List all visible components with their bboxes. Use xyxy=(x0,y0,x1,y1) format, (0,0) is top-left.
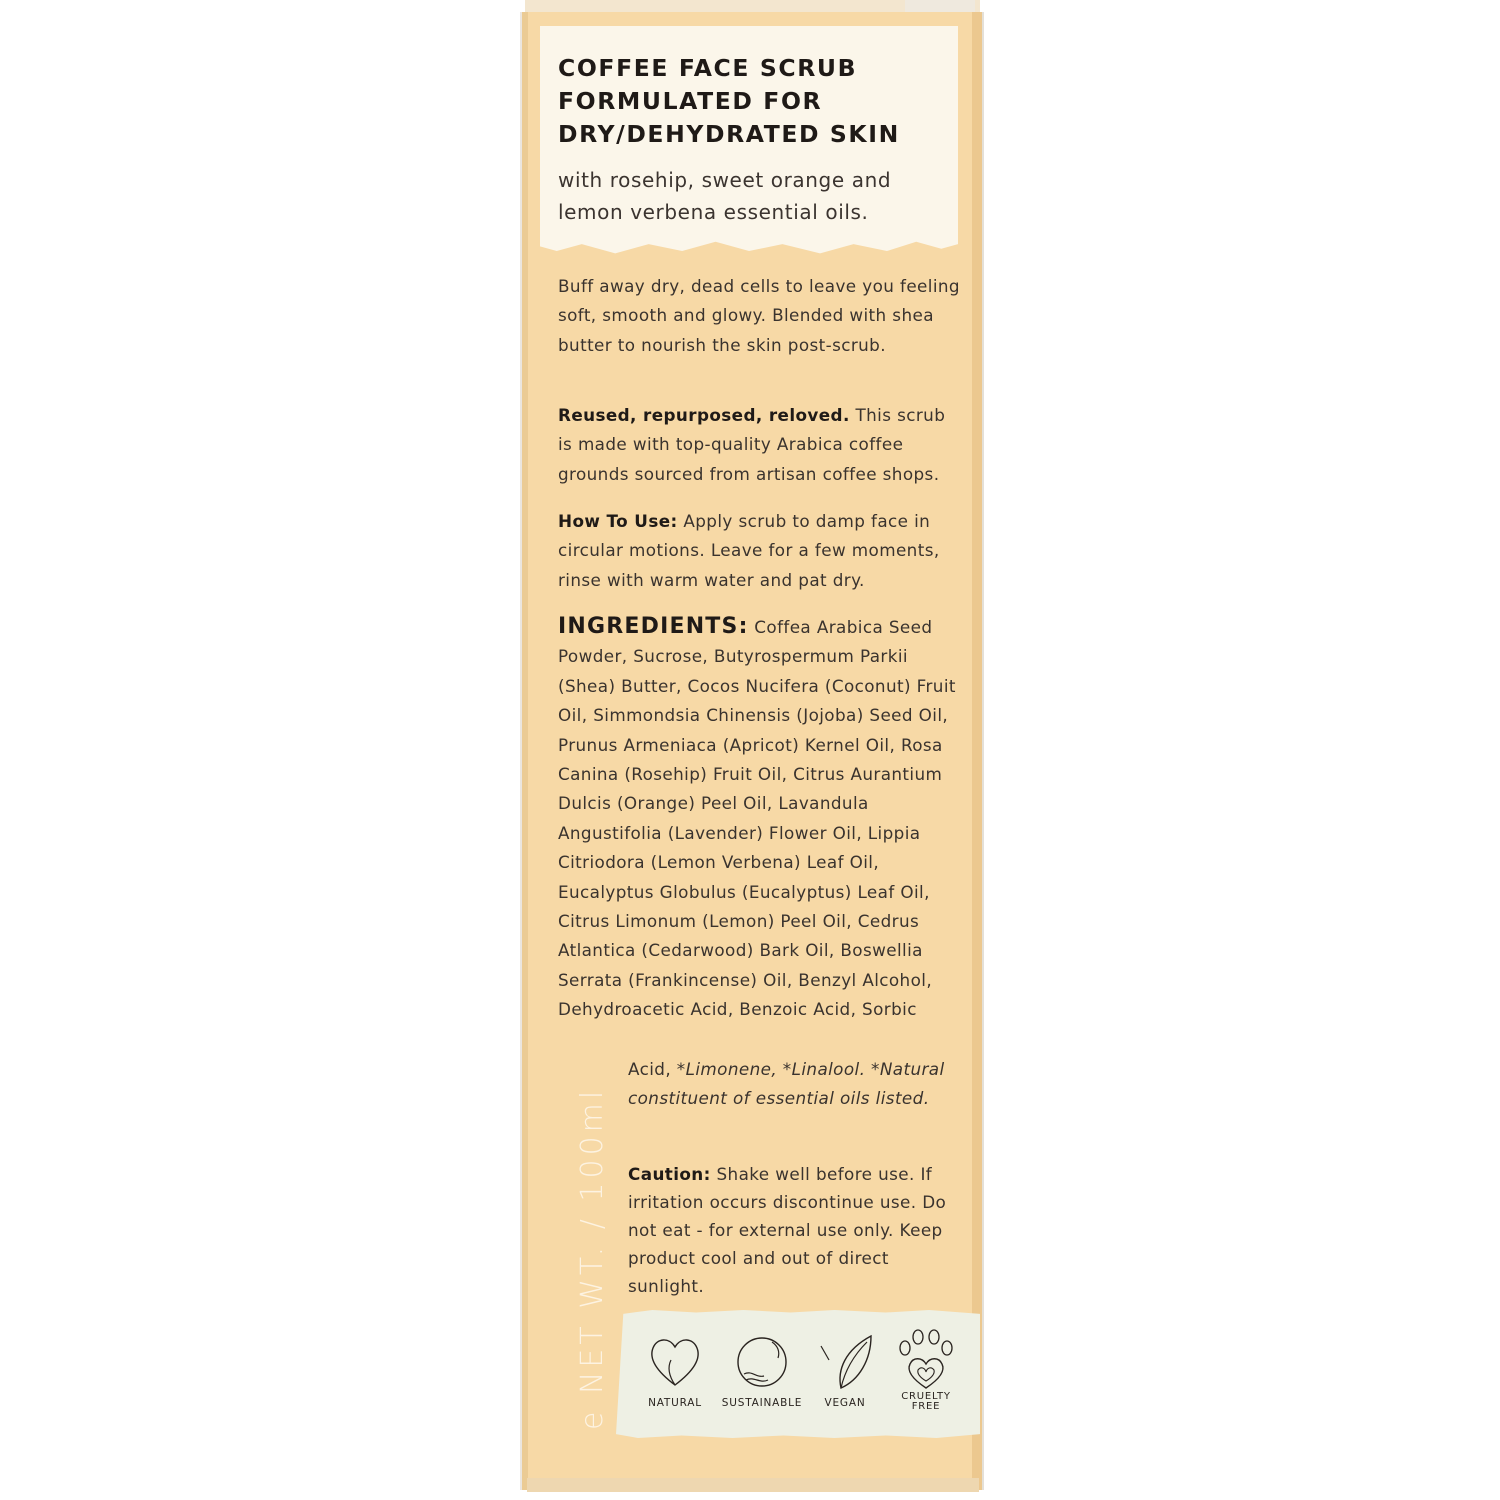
intro-paragraph xyxy=(558,272,963,360)
reused-paragraph xyxy=(558,401,963,489)
how-to-use-heading: How To Use: xyxy=(558,511,678,531)
ingredients-heading: INGREDIENTS: xyxy=(558,614,749,639)
net-weight-label: e NET WT. / 100ml xyxy=(575,1086,610,1430)
product-title: COFFEE FACE SCRUB FORMULATED FOR DRY/DEHYDRATED SKIN xyxy=(558,54,900,148)
badge-sustainable xyxy=(718,1330,806,1408)
reused-text: This scrub is made with top-quality Arabica coffee grounds sourced from artisan coffee shops. xyxy=(558,405,946,484)
badge-sustainable-label: SUSTAINABLE xyxy=(721,1397,803,1409)
ingredients-text: Coffea Arabica Seed Powder, Sucrose, Butyrospermum Parkii (Shea) Butter, Cocos Nucifera (Coconut) Fruit Oil, Simmondsia Chinensis (Jojoba) Seed Oil, Prunus Armeniaca (Apricot) Kernel Oil, Rosa Canina (Rosehip) Fruit Oil, Citrus Aurantium Dulcis (Orange) Peel Oil, Lavandula Angustifolia (Lavender) Flower Oil, Lippia Citriodora (Lemon Verbena) Leaf Oil, Eucalyptus Globulus (Eucalyptus) Leaf Oil, Citrus Limonum (Lemon) Peel Oil, Cedrus Atlantica (Cedarwood) Bark Oil, Boswellia Serrata (Frankincense) Oil, Benzyl Alcohol, Dehydroacetic Acid, Benzoic Acid, Sorbic xyxy=(558,617,956,1020)
product-subtitle: with rosehip, sweet orange and lemon verbena essential oils. xyxy=(558,168,892,224)
box-bottom-edge xyxy=(527,1478,979,1492)
caution-paragraph xyxy=(628,1160,958,1300)
recycle-globe-icon xyxy=(732,1330,792,1392)
heart-icon xyxy=(645,1330,705,1392)
intro-text: Buff away dry, dead cells to leave you feeling soft, smooth and glowy. Blended with shea butter to nourish the skin post-scrub. xyxy=(558,276,960,355)
paw-heart-icon xyxy=(893,1326,959,1392)
badge-cruelty-free xyxy=(892,1326,960,1412)
reused-heading: Reused, repurposed, reloved. xyxy=(558,405,850,425)
ingredients-paragraph xyxy=(558,612,963,1025)
how-to-use-text: Apply scrub to damp face in circular motions. Leave for a few moments, rinse with warm water and pat dry. xyxy=(558,511,940,590)
ingredients-tail: Acid, xyxy=(628,1059,677,1079)
badge-vegan-label: VEGAN xyxy=(824,1397,866,1409)
badge-natural-label: NATURAL xyxy=(648,1397,702,1409)
ingredients-footnote xyxy=(628,1055,958,1114)
caution-text: Shake well before use. If irritation occurs discontinue use. Do not eat - for external use only. Keep product cool and out of direct sunlight. xyxy=(628,1164,947,1296)
how-to-use-paragraph xyxy=(558,507,963,595)
caution-heading: Caution: xyxy=(628,1164,711,1184)
badge-natural xyxy=(636,1330,714,1408)
badge-vegan xyxy=(812,1330,878,1408)
badge-cruelty-free-label: CRUELTY FREE xyxy=(901,1391,951,1412)
leaf-icon xyxy=(815,1330,875,1392)
ingredients-italic-note: *Limonene, *Linalool. *Natural constituent of essential oils listed. xyxy=(628,1059,945,1109)
